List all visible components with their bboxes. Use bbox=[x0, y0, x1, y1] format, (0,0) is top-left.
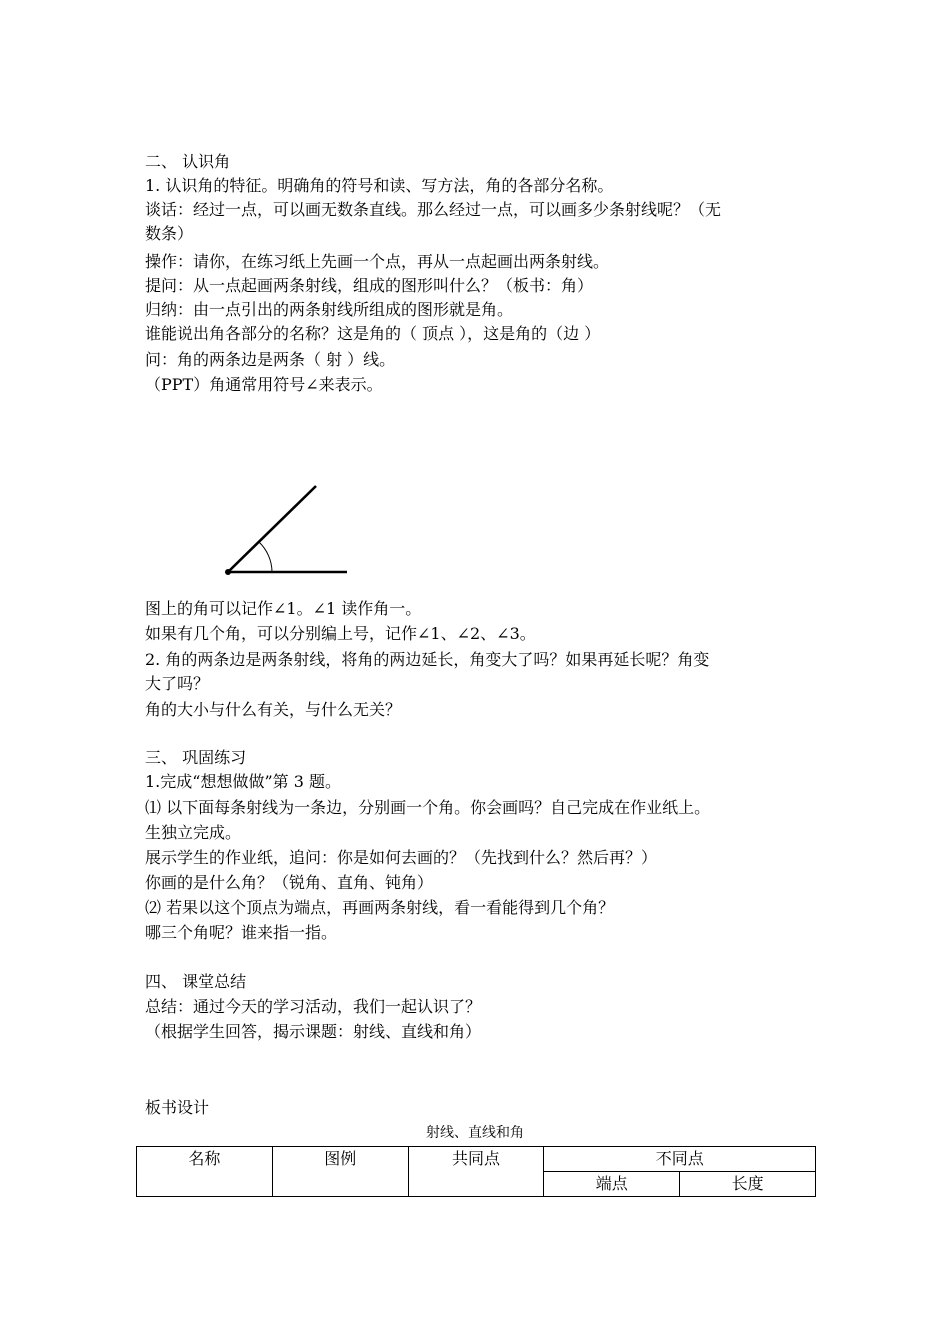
paragraph-line: 操作：请你，在练习纸上先画一个点，再从一点起画出两条射线。 bbox=[145, 252, 610, 271]
paragraph-line: 谁能说出角各部分的名称？这是角的（ 顶点 ），这是角的（边 ） bbox=[145, 324, 601, 343]
paragraph-line: 大了吗？ bbox=[145, 674, 210, 693]
header-cell-difference: 不同点 bbox=[544, 1147, 816, 1172]
paragraph-line: 1.完成“想想做做”第 3 题。 bbox=[145, 772, 341, 791]
paragraph-line: 问：角的两条边是两条（ 射 ）线。 bbox=[145, 350, 396, 369]
paragraph-line: 谈话：经过一点，可以画无数条直线。那么经过一点，可以画多少条射线呢？（无 bbox=[145, 200, 722, 219]
paragraph-line: 图上的角可以记作∠1。∠1 读作角一。 bbox=[145, 599, 422, 618]
paragraph-line: 角的大小与什么有关，与什么无关？ bbox=[145, 700, 402, 719]
paragraph-line: 展示学生的作业纸，追问：你是如何去画的？（先找到什么？然后再？） bbox=[145, 848, 658, 867]
paragraph-line: （根据学生回答，揭示课题：射线、直线和角） bbox=[145, 1022, 482, 1041]
paragraph-line: 生独立完成。 bbox=[145, 823, 242, 842]
paragraph-line: （PPT）角通常用符号∠来表示。 bbox=[145, 375, 383, 394]
header-cell-common: 共同点 bbox=[408, 1147, 544, 1197]
angle-figure bbox=[215, 478, 355, 582]
heading-board-design: 板书设计 bbox=[145, 1098, 210, 1117]
header-cell-example: 图例 bbox=[272, 1147, 408, 1197]
paragraph-line: 2. 角的两条边是两条射线，将角的两边延长，角变大了吗？如果再延长呢？角变 bbox=[145, 650, 710, 669]
heading-practice: 三、 巩固练习 bbox=[145, 748, 247, 767]
paragraph-line: ⑴ 以下面每条射线为一条边，分别画一个角。你会画吗？自己完成在作业纸上。 bbox=[145, 798, 711, 817]
angle-arc bbox=[259, 542, 272, 572]
subheader-cell-length: 长度 bbox=[680, 1172, 816, 1197]
paragraph-line: 总结：通过今天的学习活动，我们一起认识了？ bbox=[145, 997, 482, 1016]
paragraph-line: 你画的是什么角？（锐角、直角、钝角） bbox=[145, 873, 434, 892]
paragraph-line: 提问：从一点起画两条射线，组成的图形叫什么？（板书：角） bbox=[145, 276, 594, 295]
table-header-row bbox=[137, 1147, 816, 1172]
angle-vertex-dot bbox=[225, 569, 231, 575]
subheader-cell-endpoint: 端点 bbox=[544, 1172, 680, 1197]
paragraph-line: 哪三个角呢？谁来指一指。 bbox=[145, 923, 338, 942]
paragraph-line: 数条） bbox=[145, 224, 194, 243]
heading-summary: 四、 课堂总结 bbox=[145, 972, 247, 991]
paragraph-line: ⑵ 若果以这个顶点为端点，再画两条射线，看一看能得到几个角？ bbox=[145, 898, 615, 917]
board-table-caption: 射线、直线和角 bbox=[426, 1125, 524, 1141]
paragraph-line: 如果有几个角，可以分别编上号，记作∠1、∠2、∠3。 bbox=[145, 624, 536, 643]
board-design-table bbox=[136, 1146, 816, 1197]
paragraph-line: 1. 认识角的特征。明确角的符号和读、写方法，角的各部分名称。 bbox=[145, 176, 614, 195]
header-cell-name: 名称 bbox=[137, 1147, 273, 1197]
angle-ray-upper bbox=[228, 486, 316, 572]
paragraph-line: 归纳：由一点引出的两条射线所组成的图形就是角。 bbox=[145, 300, 514, 319]
heading-recognize-angle: 二、 认识角 bbox=[145, 152, 231, 171]
